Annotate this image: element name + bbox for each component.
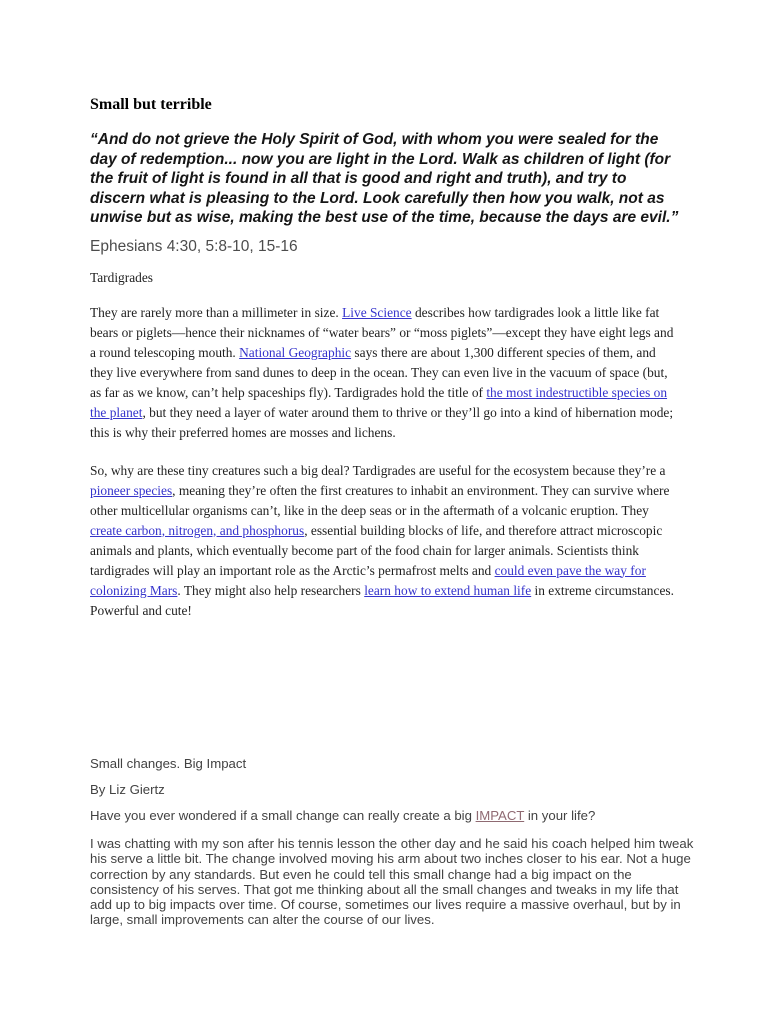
text-run: in your life? — [524, 808, 596, 823]
live-science-link[interactable]: Live Science — [342, 304, 412, 320]
text-run: , but they need a layer of water around them to thrive or they’ll go into a kind of hibernation mode; this is why their preferred homes are mosses and lichens. — [90, 404, 674, 440]
indestructible-species-link[interactable]: the most indestructible species on the planet — [90, 384, 668, 420]
create-carbon-link[interactable]: create carbon, nitrogen, and phosphorus — [90, 522, 305, 538]
article2-question — [90, 808, 704, 824]
pioneer-species-link[interactable]: pioneer species — [90, 482, 173, 498]
paragraph-tardigrades-2 — [90, 461, 678, 621]
text-run: describes how tardigrades look a little like fat bears or piglets—hence their nicknames of “water bears” or “moss piglets”—except they have eight legs and a round telescoping mouth. — [90, 304, 674, 360]
scripture-quote: “And do not grieve the Holy Spirit of God, with whom you were sealed for the day of redemption... now you are light in the Lord. Walk as children of light (for the fruit of light is found in all that is good and right and truth), and try to discern what is pleasing to the Lord. Look carefully then how you walk, not as unwise but as wise, making the best use of the time, because the days are evil.” — [90, 131, 679, 226]
extend-human-life-link[interactable]: learn how to extend human life — [364, 582, 532, 598]
article2-byline: By Liz Giertz — [90, 782, 165, 797]
section-subheading-tardigrades: Tardigrades — [90, 269, 154, 285]
impact-link[interactable]: IMPACT — [475, 808, 525, 823]
colonizing-mars-link[interactable]: could even pave the way for colonizing Mars — [90, 562, 646, 598]
article-small-changes — [90, 756, 704, 928]
text-run: They are rarely more than a millimeter in size. — [90, 304, 343, 320]
text-run: in extreme circumstances. Powerful and cute! — [90, 582, 674, 618]
scripture-reference: Ephesians 4:30, 5:8-10, 15-16 — [90, 237, 298, 255]
article2-heading: Small changes. Big Impact — [90, 756, 247, 771]
article-tardigrades — [90, 96, 682, 621]
text-run: , meaning they’re often the first creatures to inhabit an environment. They can survive where other multicellular organisms can’t, like in the deep seas or in the aftermath of a volcanic eruption. They — [90, 482, 670, 518]
text-run: , essential building blocks of life, and therefore attract microscopic animals and plants, which eventually become part of the food chain for larger animals. Scientists think tardigrades will play an important role as the Arctic’s permafrost melts and — [90, 522, 663, 578]
national-geographic-link[interactable]: National Geographic — [239, 344, 352, 360]
text-run: Have you ever wondered if a small change can really create a big — [90, 808, 476, 823]
text-run: says there are about 1,300 different species of them, and they live everywhere from sand dunes to deep in the ocean. They can even live in the vacuum of space (but, as far as we know, can’t help spaceships fly). Tardigrades hold the title of — [90, 344, 668, 400]
paragraph-tardigrades-1 — [90, 303, 678, 443]
text-run: So, why are these tiny creatures such a big deal? Tardigrades are useful for the ecosystem because they’re a — [90, 462, 666, 478]
document-title: Small but terrible — [90, 96, 212, 113]
text-run: . They might also help researchers — [177, 582, 365, 598]
article2-body: I was chatting with my son after his tennis lesson the other day and he said his coach helped him tweak his serve a little bit. The change involved moving his arm about two inches closer to his ear. Not a huge correction by any standards. But even he could tell this small change had a big impact on the consistency of his serves. That got me thinking about all the small changes and tweaks in my life that add up to big impacts over time. Of course, sometimes our lives require a massive overhaul, but by in large, small improvements can alter the course of our lives. — [90, 836, 694, 928]
